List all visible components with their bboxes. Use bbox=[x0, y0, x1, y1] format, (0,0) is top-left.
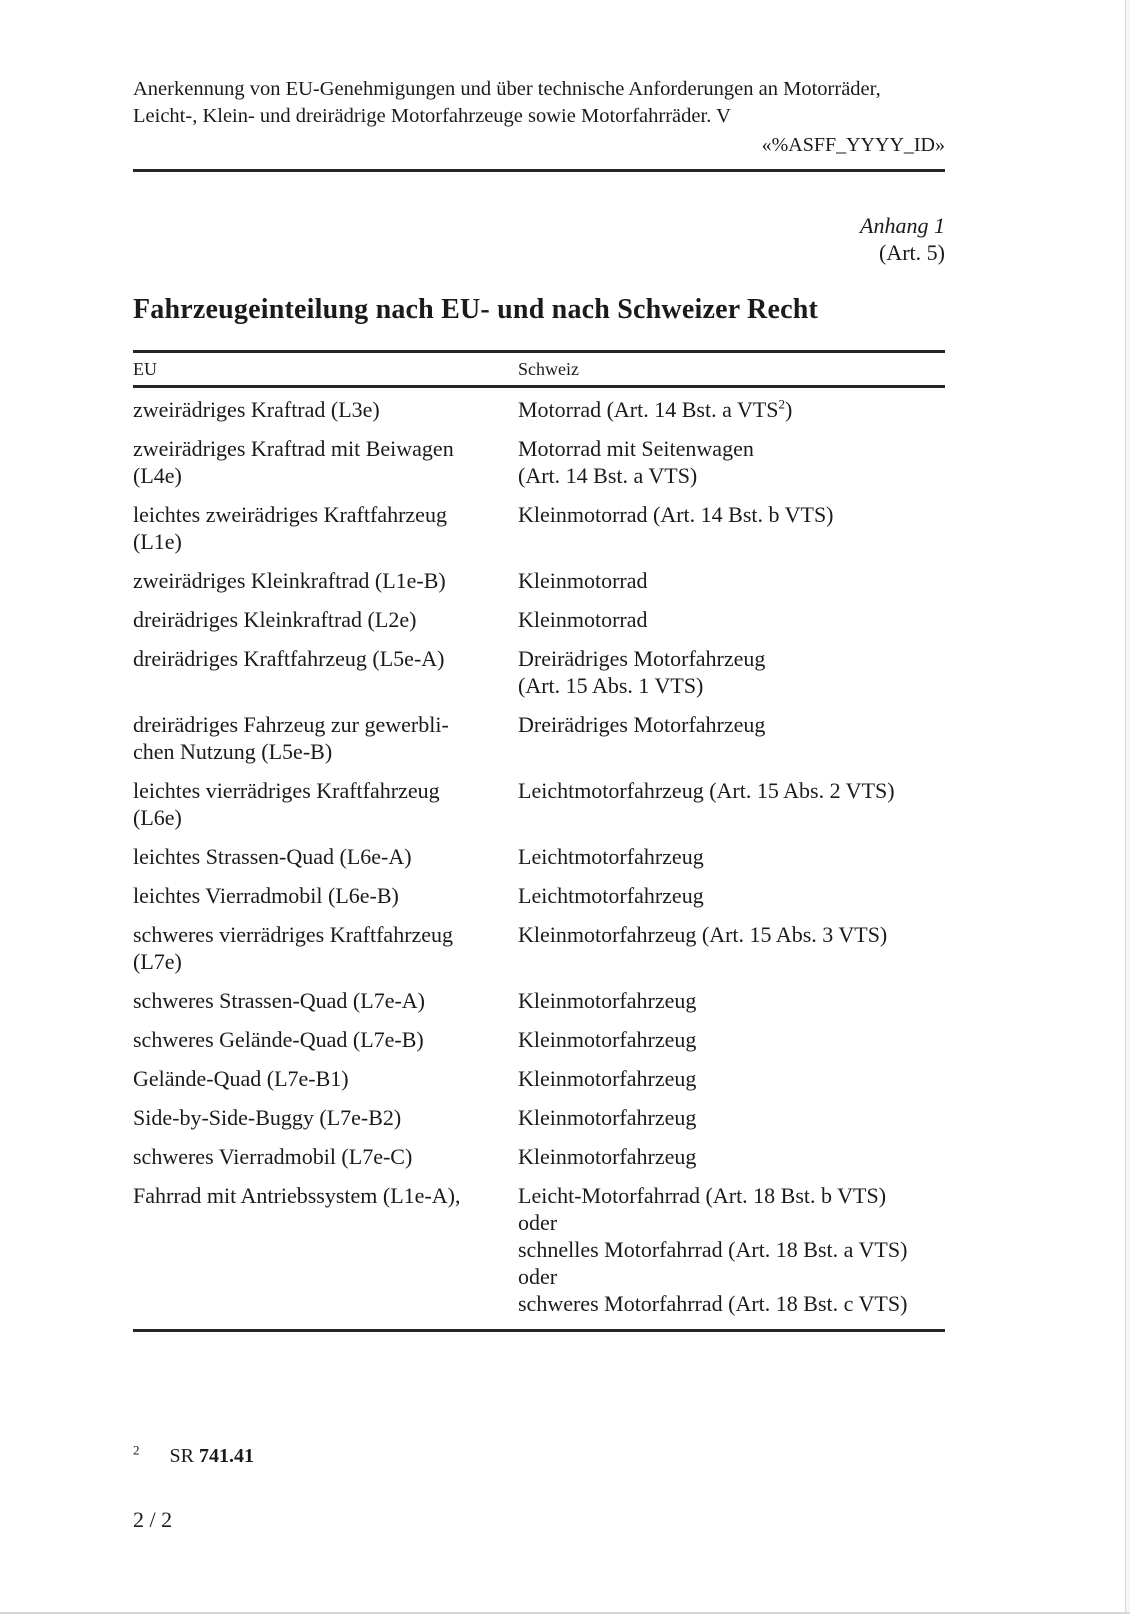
schweiz-cell bbox=[518, 645, 945, 699]
cell-line: leichtes zweirädriges Kraftfahrzeug bbox=[133, 502, 447, 527]
cell-line: dreirädriges Kleinkraftrad (L2e) bbox=[133, 607, 417, 632]
cell-line: Dreirädriges Motorfahrzeug bbox=[518, 712, 766, 737]
cell-line: Kleinmotorfahrzeug bbox=[518, 1105, 697, 1130]
eu-cell bbox=[133, 1104, 518, 1131]
eu-cell bbox=[133, 501, 518, 555]
cell-line: (Art. 15 Abs. 1 VTS) bbox=[518, 673, 704, 698]
footnote bbox=[133, 1444, 945, 1468]
table-body bbox=[133, 388, 945, 1329]
cell-line: schnelles Motorfahrrad (Art. 18 Bst. a VTS) bbox=[518, 1237, 908, 1262]
document-id-placeholder: «%ASFF_YYYY_ID» bbox=[761, 134, 945, 156]
cell-line: (L1e) bbox=[133, 529, 182, 554]
table-row bbox=[133, 495, 945, 561]
annex-article: (Art. 5) bbox=[879, 240, 945, 265]
eu-cell bbox=[133, 567, 518, 594]
classification-table bbox=[133, 350, 945, 1332]
table-bottom-rule bbox=[133, 1329, 945, 1332]
cell-line: Leichtmotorfahrzeug bbox=[518, 844, 704, 869]
cell-line: zweirädriges Kleinkraftrad (L1e-B) bbox=[133, 568, 446, 593]
footnote-ref: 2 bbox=[778, 396, 786, 412]
table-row bbox=[133, 561, 945, 600]
cell-line: Leichtmotorfahrzeug bbox=[518, 883, 704, 908]
table-row bbox=[133, 429, 945, 495]
eu-cell bbox=[133, 1182, 518, 1317]
document-header bbox=[133, 76, 945, 172]
eu-cell bbox=[133, 606, 518, 633]
cell-line: Kleinmotorfahrzeug (Art. 15 Abs. 3 VTS) bbox=[518, 922, 888, 947]
cell-line: leichtes Strassen-Quad (L6e-A) bbox=[133, 844, 412, 869]
footnote-marker: 2 bbox=[133, 1442, 140, 1458]
table-row bbox=[133, 1059, 945, 1098]
cell-line: dreirädriges Fahrzeug zur gewerbli- bbox=[133, 712, 449, 737]
table-row bbox=[133, 771, 945, 837]
cell-text: Motorrad (Art. 14 Bst. a VTS bbox=[518, 397, 779, 422]
cell-line: (L7e) bbox=[133, 949, 182, 974]
schweiz-cell bbox=[518, 1026, 945, 1053]
cell-line: (L4e) bbox=[133, 463, 182, 488]
schweiz-cell bbox=[518, 1182, 945, 1317]
annex-block bbox=[133, 212, 945, 266]
cell-line: schweres Motorfahrrad (Art. 18 Bst. c VTS) bbox=[518, 1291, 908, 1316]
table-row bbox=[133, 639, 945, 705]
header-rule bbox=[133, 169, 945, 172]
schweiz-cell bbox=[518, 435, 945, 489]
eu-cell bbox=[133, 1065, 518, 1092]
cell-line bbox=[518, 396, 927, 423]
cell-line: Leichtmotorfahrzeug (Art. 15 Abs. 2 VTS) bbox=[518, 778, 895, 803]
table-header-row bbox=[133, 353, 945, 385]
cell-line: Kleinmotorfahrzeug bbox=[518, 1066, 697, 1091]
schweiz-cell bbox=[518, 921, 945, 975]
schweiz-cell bbox=[518, 396, 945, 423]
eu-cell bbox=[133, 777, 518, 831]
cell-line: Motorrad mit Seitenwagen bbox=[518, 436, 754, 461]
cell-line: leichtes vierrädriges Kraftfahrzeug bbox=[133, 778, 440, 803]
cell-line: schweres vierrädriges Kraftfahrzeug bbox=[133, 922, 454, 947]
cell-line: Kleinmotorrad bbox=[518, 607, 648, 632]
page-right-edge bbox=[1125, 0, 1130, 1614]
schweiz-cell bbox=[518, 882, 945, 909]
schweiz-cell bbox=[518, 777, 945, 831]
cell-line: oder bbox=[518, 1210, 558, 1235]
schweiz-cell bbox=[518, 567, 945, 594]
table-row bbox=[133, 1137, 945, 1176]
eu-cell bbox=[133, 921, 518, 975]
schweiz-cell bbox=[518, 606, 945, 633]
schweiz-cell bbox=[518, 987, 945, 1014]
cell-line: schweres Gelände-Quad (L7e-B) bbox=[133, 1027, 424, 1052]
table-row bbox=[133, 981, 945, 1020]
annex-title: Anhang 1 bbox=[860, 213, 945, 238]
table-row bbox=[133, 1098, 945, 1137]
cell-line: Kleinmotorfahrzeug bbox=[518, 988, 697, 1013]
table-row bbox=[133, 600, 945, 639]
cell-line: dreirädriges Kraftfahrzeug (L5e-A) bbox=[133, 646, 445, 671]
cell-line: schweres Vierradmobil (L7e-C) bbox=[133, 1144, 413, 1169]
header-title-line-1: Anerkennung von EU-Genehmigungen und über technische Anforderungen an Motorräder, bbox=[133, 78, 881, 100]
table-row bbox=[133, 837, 945, 876]
footnote-reference: 741.41 bbox=[198, 1445, 254, 1467]
schweiz-cell bbox=[518, 711, 945, 765]
cell-line: Gelände-Quad (L7e-B1) bbox=[133, 1066, 349, 1091]
cell-line: (Art. 14 Bst. a VTS) bbox=[518, 463, 698, 488]
eu-cell bbox=[133, 1143, 518, 1170]
cell-line: chen Nutzung (L5e-B) bbox=[133, 739, 333, 764]
page-number: 2 / 2 bbox=[133, 1507, 173, 1532]
eu-cell bbox=[133, 843, 518, 870]
cell-line: Leicht-Motorfahrrad (Art. 18 Bst. b VTS) bbox=[518, 1183, 887, 1208]
cell-line: Fahrrad mit Antriebssystem (L1e-A), bbox=[133, 1183, 461, 1208]
cell-text: ) bbox=[785, 397, 793, 422]
schweiz-cell bbox=[518, 843, 945, 870]
table-row bbox=[133, 876, 945, 915]
schweiz-cell bbox=[518, 1143, 945, 1170]
cell-line: Kleinmotorrad bbox=[518, 568, 648, 593]
cell-line: leichtes Vierradmobil (L6e-B) bbox=[133, 883, 399, 908]
cell-line: Kleinmotorfahrzeug bbox=[518, 1027, 697, 1052]
column-header-eu: EU bbox=[133, 359, 157, 379]
eu-cell bbox=[133, 1026, 518, 1053]
cell-line: Side-by-Side-Buggy (L7e-B2) bbox=[133, 1105, 402, 1130]
cell-line: (L6e) bbox=[133, 805, 182, 830]
table-row bbox=[133, 1020, 945, 1059]
cell-line: oder bbox=[518, 1264, 558, 1289]
cell-line: Kleinmotorfahrzeug bbox=[518, 1144, 697, 1169]
header-title-line-2: Leicht-, Klein- und dreirädrige Motorfahrzeuge sowie Motorfahrräder. V bbox=[133, 105, 731, 127]
table-row bbox=[133, 705, 945, 771]
table-row bbox=[133, 915, 945, 981]
eu-cell bbox=[133, 396, 518, 423]
eu-cell bbox=[133, 987, 518, 1014]
cell-line: Dreirädriges Motorfahrzeug bbox=[518, 646, 766, 671]
column-header-schweiz: Schweiz bbox=[518, 359, 579, 379]
table-row bbox=[133, 390, 945, 429]
eu-cell bbox=[133, 711, 518, 765]
section-title: Fahrzeugeinteilung nach EU- und nach Schweizer Recht bbox=[133, 294, 818, 325]
footnote-label: SR bbox=[169, 1445, 194, 1467]
cell-line: Kleinmotorrad (Art. 14 Bst. b VTS) bbox=[518, 502, 834, 527]
eu-cell bbox=[133, 435, 518, 489]
schweiz-cell bbox=[518, 1065, 945, 1092]
cell-line: schweres Strassen-Quad (L7e-A) bbox=[133, 988, 426, 1013]
schweiz-cell bbox=[518, 1104, 945, 1131]
cell-line: zweirädriges Kraftrad (L3e) bbox=[133, 397, 380, 422]
eu-cell bbox=[133, 882, 518, 909]
page-content bbox=[133, 76, 945, 1533]
eu-cell bbox=[133, 645, 518, 699]
schweiz-cell bbox=[518, 501, 945, 555]
cell-line: zweirädriges Kraftrad mit Beiwagen bbox=[133, 436, 454, 461]
table-row bbox=[133, 1176, 945, 1323]
